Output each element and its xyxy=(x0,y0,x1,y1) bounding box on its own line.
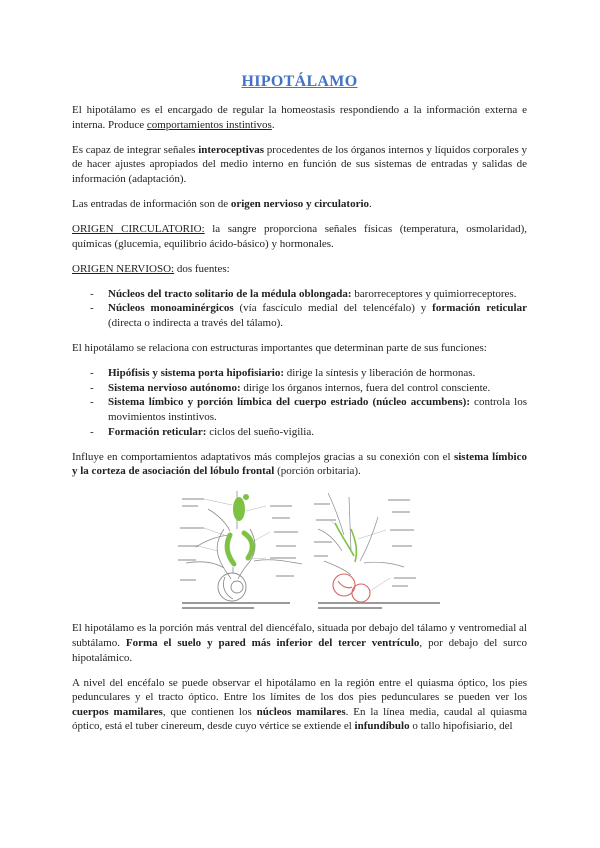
right-diagram-outline xyxy=(318,493,404,575)
paragraph-text: . En la línea media, caudal al quiasma óptico, está el tuber cinereum, desde cuyo vértice se extiende el xyxy=(72,705,528,733)
outline-curve xyxy=(364,563,404,568)
bold-term: cuerpos mamilares xyxy=(72,705,163,718)
outline-curve xyxy=(324,561,351,575)
list-item-text: dirige los órganos internos, fuera del control consciente. xyxy=(240,381,491,394)
list-item-text: (directa o indirecta a través del tálamo). xyxy=(108,317,283,330)
pituitary-lobe-edge xyxy=(223,577,233,599)
highlight-tract xyxy=(335,523,354,556)
diagram-label-mark xyxy=(392,585,408,587)
diagram-label-mark xyxy=(178,545,198,547)
diagram-label-mark xyxy=(314,555,328,557)
diagram-label-mark xyxy=(270,557,296,559)
paragraph-text: , por debajo del surco hipotalámico. xyxy=(72,636,527,664)
bold-term: Formación reticular: xyxy=(108,425,207,438)
list-item-text: barorreceptores y quimiorreceptores. xyxy=(351,287,517,300)
paragraph-inputs xyxy=(72,197,527,212)
bold-term: núcleos mamilares xyxy=(256,705,346,718)
bullet-marker: - xyxy=(90,302,94,315)
list-item xyxy=(72,287,527,302)
bullet-marker: - xyxy=(90,381,94,394)
bold-term: origen nervioso y circulatorio xyxy=(230,197,370,210)
diagram-label-mark xyxy=(180,527,204,529)
outline-curve xyxy=(318,529,342,551)
ventricle-line xyxy=(349,497,351,551)
nervous-sources-list xyxy=(72,287,527,331)
bullet-marker: - xyxy=(90,287,94,300)
paragraph-text: El hipotálamo es la porción más ventral del diencéfalo, situada por debajo del tálamo y ventromedial al subtálamo. xyxy=(72,622,527,649)
paragraph-text: El hipotálamo se relaciona con estructuras importantes que determinan parte de sus funciones: xyxy=(72,342,487,355)
diagram-label-mark xyxy=(180,579,196,581)
paragraph-nervous-origin xyxy=(72,262,527,277)
paragraph-text: la sangre proporciona señales físicas (temperatura, osmolaridad), químicas (glucemia, equilibrio ácido-básico) y hormonales. xyxy=(72,223,528,250)
section-label: ORIGEN NERVIOSO: xyxy=(72,262,175,275)
bullet-marker: - xyxy=(90,425,94,438)
list-item-text: dirige la síntesis y liberación de hormonas. xyxy=(284,367,476,380)
diagram-label-mark xyxy=(276,545,296,547)
bold-term: Núcleos del tracto solitario de la médula oblongada: xyxy=(108,287,352,300)
diagram-label-mark xyxy=(394,577,416,579)
paragraph-text: Influye en comportamientos adaptativos más complejos gracias a su conexión con el xyxy=(72,450,454,463)
paragraph-text: . xyxy=(369,197,372,210)
diagram-leader-line xyxy=(370,578,390,591)
list-item-text: (vía fascículo medial del telencéfalo) y xyxy=(233,302,433,315)
bold-term: Sistema límbico y porción límbica del cuerpo estriado (núcleo accumbens): xyxy=(108,396,470,409)
pituitary-lobe xyxy=(231,581,243,593)
diagram-caption-mark xyxy=(182,607,254,609)
paragraph-adaptive-behaviour xyxy=(72,450,527,479)
mammillary-bodies xyxy=(333,574,370,602)
bold-term: Forma el suelo y pared más inferior del tercer ventrículo xyxy=(125,636,420,649)
outline-curve xyxy=(254,560,302,564)
diagram-label-mark xyxy=(182,498,204,500)
diagram-caption-mark xyxy=(182,602,290,604)
bold-term: formación reticular xyxy=(432,302,527,315)
paragraph-text: o tallo hipofisiario, del xyxy=(409,720,513,733)
bullet-marker: - xyxy=(90,367,94,380)
list-item-text: controla los movimientos instintivos. xyxy=(108,396,527,423)
outline-curve xyxy=(208,509,230,531)
paragraph-relations xyxy=(72,341,527,356)
highlight-blob xyxy=(233,497,245,521)
hypothalamus-highlight xyxy=(227,494,252,564)
diagram-label-mark xyxy=(314,503,330,505)
bold-term: interoceptivas xyxy=(198,143,265,156)
paragraph-text: Las entradas de información son de xyxy=(72,197,231,210)
diagram-caption-mark xyxy=(318,602,440,604)
list-item xyxy=(72,301,527,330)
underlined-term: comportamientos instintivos xyxy=(146,118,272,131)
paragraph-interoceptive xyxy=(72,143,527,187)
bullet-marker: - xyxy=(90,396,94,409)
mammillary-body-right xyxy=(352,584,370,602)
diagram-label-mark xyxy=(314,541,332,543)
diagram-caption-mark xyxy=(318,607,382,609)
paragraph-text: procedentes de los órganos internos y líquidos corporales y de hacer ajustes apropiados del medio interno en función de sus sistemas de entradas y salidas de información (adaptación). xyxy=(72,143,527,185)
outline-curve xyxy=(186,562,224,568)
diagram-leader-line xyxy=(198,546,218,551)
outline-curve xyxy=(328,493,344,535)
page-title xyxy=(72,73,527,91)
bold-term: Núcleos monoaminérgicos xyxy=(108,302,234,315)
list-item xyxy=(72,366,527,381)
bold-term: infundíbulo xyxy=(354,720,410,733)
paragraph-brain-surface xyxy=(72,676,527,734)
list-item xyxy=(72,381,527,396)
diagram-label-mark xyxy=(182,505,198,507)
diagram-label-mark xyxy=(178,559,196,561)
diagram-label-mark xyxy=(388,499,410,501)
list-item-text: ciclos del sueño-vigilia. xyxy=(206,425,314,438)
list-item xyxy=(72,425,527,440)
bold-term: Hipófisis y sistema porta hipofisiario: xyxy=(108,367,285,380)
diagram-label-mark xyxy=(316,519,336,521)
outline-curve xyxy=(360,517,378,561)
highlight-band xyxy=(244,533,252,558)
diagram-label-mark xyxy=(270,505,292,507)
diagram-label-mark xyxy=(274,531,298,533)
pituitary-gland xyxy=(218,573,246,601)
highlight-band xyxy=(227,535,234,564)
right-diagram xyxy=(318,493,404,602)
page-title-text: HIPOTÁLAMO xyxy=(241,73,358,90)
paragraph-intro xyxy=(72,103,527,132)
bold-term: sistema límbico y la corteza de asociación del lóbulo frontal xyxy=(72,450,527,478)
paragraph-text: . xyxy=(271,118,275,131)
diagram-leader-line xyxy=(254,532,270,541)
diagram-label-mark xyxy=(390,529,414,531)
diagram-leader-line xyxy=(204,499,232,505)
list-item xyxy=(72,395,527,424)
paragraph-text: A nivel del encéfalo se puede observar el hipotálamo en la región entre el quiasma óptico, los pies pedunculares y el tracto óptico. Entre los límites de los dos pies pedunculares se pueden ver los xyxy=(72,676,527,704)
diagram-label-mark xyxy=(276,575,294,577)
paragraph-text: , que contienen los xyxy=(162,705,257,718)
pituitary-outline xyxy=(218,573,246,601)
diagram-leader-line xyxy=(246,506,266,511)
right-highlight-tracts xyxy=(335,523,356,562)
diagram-label-mark xyxy=(392,545,412,547)
paragraph-text: El hipotálamo es el encargado de regular la homeostasis respondiendo a la información externa e interna. Produce xyxy=(72,104,527,131)
diagram-label-mark xyxy=(392,511,410,513)
mammillary-inner-arc xyxy=(338,581,352,588)
paragraph-text: Es capaz de integrar señales xyxy=(72,143,199,156)
paragraph-text: dos fuentes: xyxy=(174,262,230,275)
highlight-tract xyxy=(351,529,356,562)
paragraph-location xyxy=(72,621,527,665)
paragraph-circulatory-origin xyxy=(72,222,527,251)
hypothalamus-figure xyxy=(178,489,446,611)
hypothalamus-diagrams-image xyxy=(178,489,446,611)
diagram-leader-line xyxy=(250,558,266,559)
highlight-dot xyxy=(243,494,249,500)
related-structures-list xyxy=(72,366,527,439)
page-content xyxy=(72,73,527,745)
paragraph-text: (porción orbitaria). xyxy=(274,465,361,478)
bold-term: Sistema nervioso autónomo: xyxy=(108,381,241,394)
section-label: ORIGEN CIRCULATORIO: xyxy=(72,223,205,236)
diagram-label-mark xyxy=(272,517,290,519)
